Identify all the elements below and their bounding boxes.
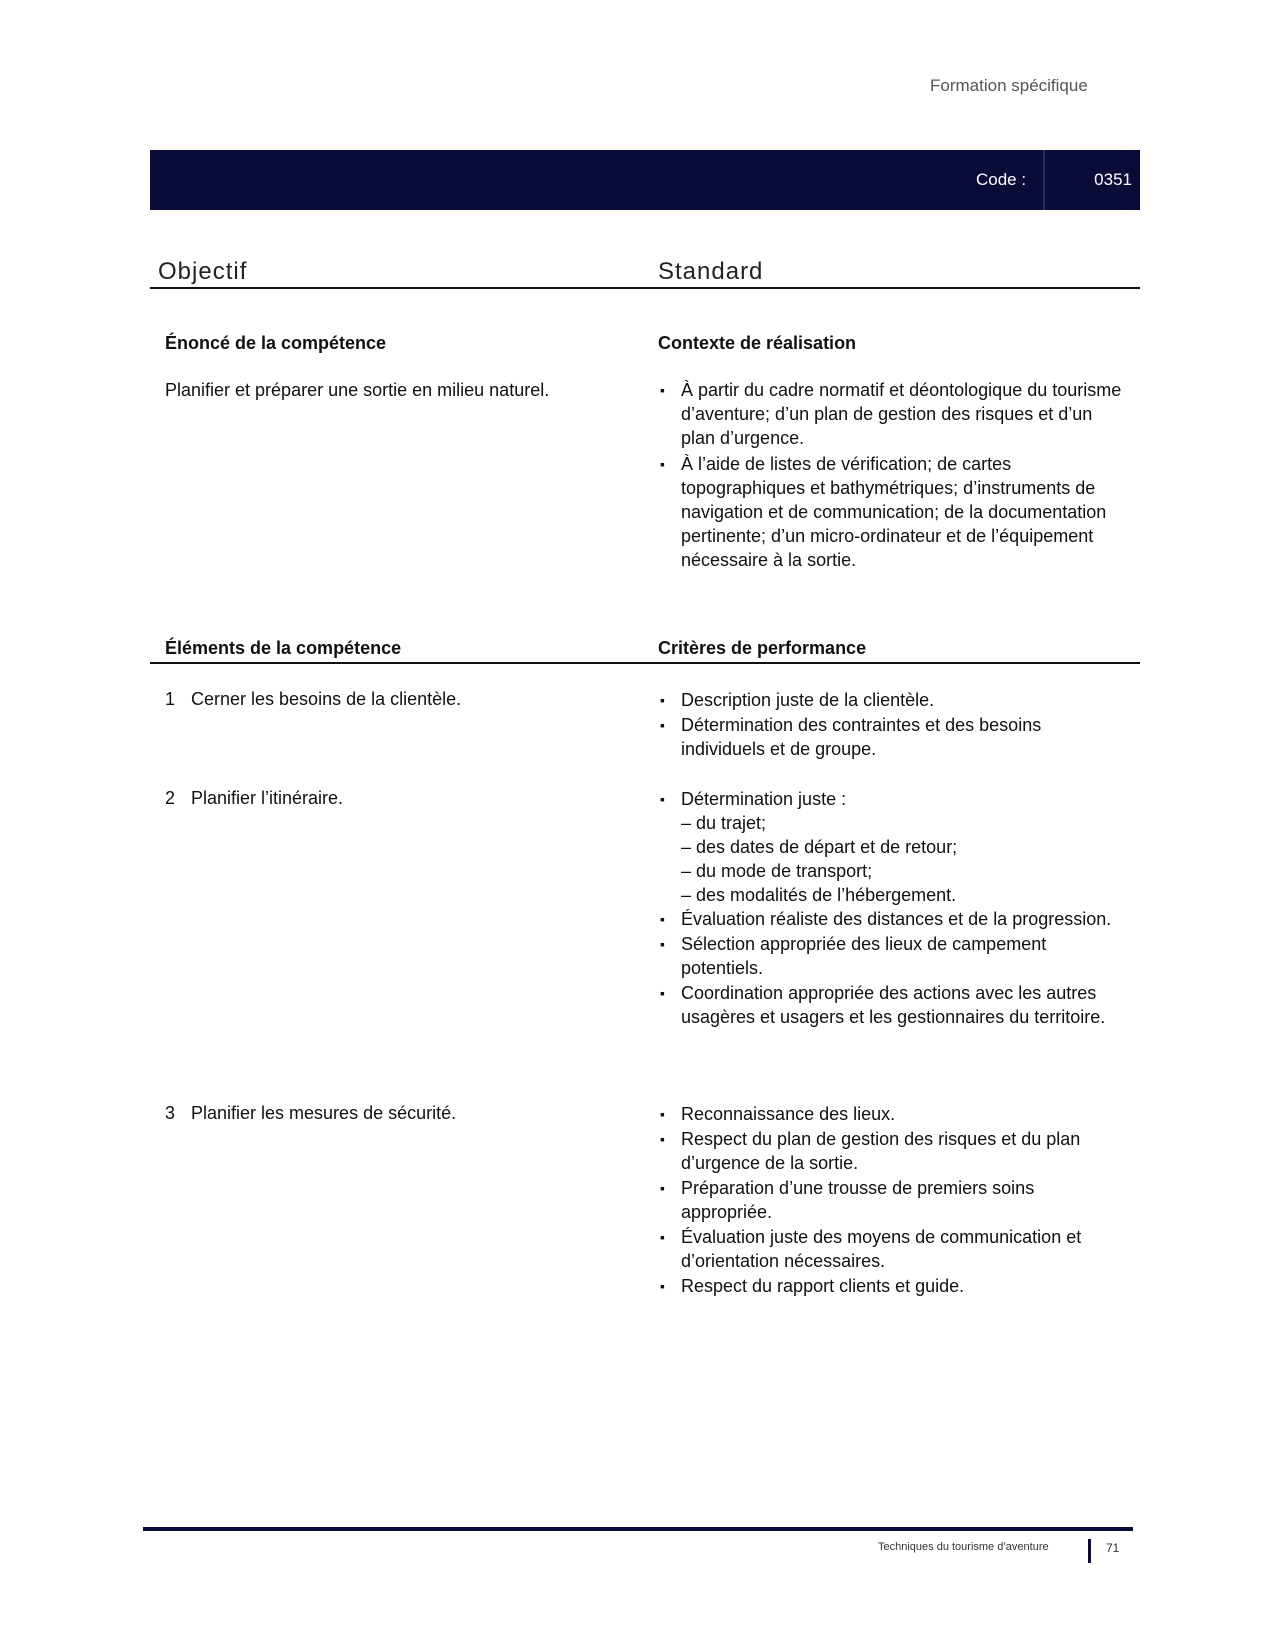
bullet-icon: ▪ [660,791,665,807]
bullet-icon: ▪ [660,382,665,398]
elements-rule [150,662,1140,664]
bullet-icon: ▪ [660,1131,665,1147]
competence-statement: Planifier et préparer une sortie en milieu naturel. [165,380,550,400]
criterion-text: Description juste de la clientèle. [681,690,935,710]
criteria-list-1 [658,688,1128,762]
list-item [658,1102,1128,1126]
bullet-icon: ▪ [660,1229,665,1245]
criteria-list-3 [658,1102,1128,1299]
list-item [658,787,1128,811]
list-item [658,1274,1128,1298]
competence-heading: Énoncé de la compétence [165,333,387,353]
element-2 [165,786,635,810]
elements-heading: Éléments de la compétence [165,638,402,658]
criteria-intro-list [658,787,1128,811]
context-item-text: À partir du cadre normatif et déontologique du tourisme d’aventure; d’un plan de gestion des risques et d’un plan d’urgence. [681,380,1122,448]
element-label: Planifier les mesures de sécurité. [191,1103,457,1123]
list-item [658,378,1128,450]
element-number: 3 [165,1103,176,1123]
list-item [658,1225,1128,1273]
bullet-icon: ▪ [660,1180,665,1196]
element-1 [165,687,635,711]
list-item [658,452,1128,572]
criterion-text: Détermination des contraintes et des besoins individuels et de groupe. [681,715,1042,759]
footer-rule [143,1527,1133,1531]
footer-program: Techniques du tourisme d’aventure [878,1541,1049,1553]
sub-item: – des dates de départ et de retour; [681,837,958,857]
bullet-icon: ▪ [660,1278,665,1294]
context-heading: Contexte de réalisation [658,333,857,353]
criterion-text: Respect du plan de gestion des risques et du plan d’urgence de la sortie. [681,1129,1081,1173]
list-item [658,1127,1128,1175]
criterion-text: Sélection appropriée des lieux de campement potentiels. [681,934,1047,978]
bullet-icon: ▪ [660,985,665,1001]
context-list [658,378,1128,573]
criterion-text: Évaluation juste des moyens de communication et d’orientation nécessaires. [681,1227,1082,1271]
criterion-text: Évaluation réaliste des distances et de la progression. [681,909,1112,929]
list-item [658,932,1128,980]
code-bar [150,150,1140,210]
footer-separator [1088,1539,1091,1563]
list-item [658,907,1128,931]
bullet-icon: ▪ [660,1106,665,1122]
criterion-text: Respect du rapport clients et guide. [681,1276,965,1296]
element-label: Planifier l’itinéraire. [191,788,344,808]
page-number: 71 [1106,1541,1120,1555]
sub-item: – du trajet; [681,813,767,833]
list-item [658,1176,1128,1224]
criteria-rest-list [658,907,1128,1029]
bullet-icon: ▪ [660,692,665,708]
element-3 [165,1101,635,1125]
element-label: Cerner les besoins de la clientèle. [191,689,462,709]
bullet-icon: ▪ [660,717,665,733]
category-label: Formation spécifique [930,76,1088,95]
sub-item: – du mode de transport; [681,861,873,881]
list-item [658,688,1128,712]
title-rule [150,287,1140,289]
element-number: 1 [165,689,176,709]
list-item [658,981,1128,1029]
sub-item: – des modalités de l’hébergement. [681,885,957,905]
objective-title: Objectif [158,258,248,285]
code-divider [1043,150,1045,210]
element-number: 2 [165,788,176,808]
bullet-icon: ▪ [660,911,665,927]
context-item-text: À l’aide de listes de vérification; de cartes topographiques et bathymétriques; d’instruments de navigation et de communication; de la documentation pertinente; d’un micro-ordinateur et de l’équipement nécessaire à la sortie. [681,454,1107,570]
criterion-text: Coordination appropriée des actions avec les autres usagères et usagers et les gestionnaires du territoire. [681,983,1106,1027]
criteria-heading: Critères de performance [658,638,867,658]
criteria-list-2 [658,787,1128,1030]
bullet-icon: ▪ [660,936,665,952]
bullet-icon: ▪ [660,456,665,472]
list-item [658,713,1128,761]
standard-title: Standard [658,258,764,285]
criterion-text: Reconnaissance des lieux. [681,1104,896,1124]
criterion-text: Détermination juste : [681,789,847,809]
criterion-text: Préparation d’une trousse de premiers soins appropriée. [681,1178,1035,1222]
code-value: 0351 [1094,170,1132,189]
code-label: Code : [976,170,1027,189]
